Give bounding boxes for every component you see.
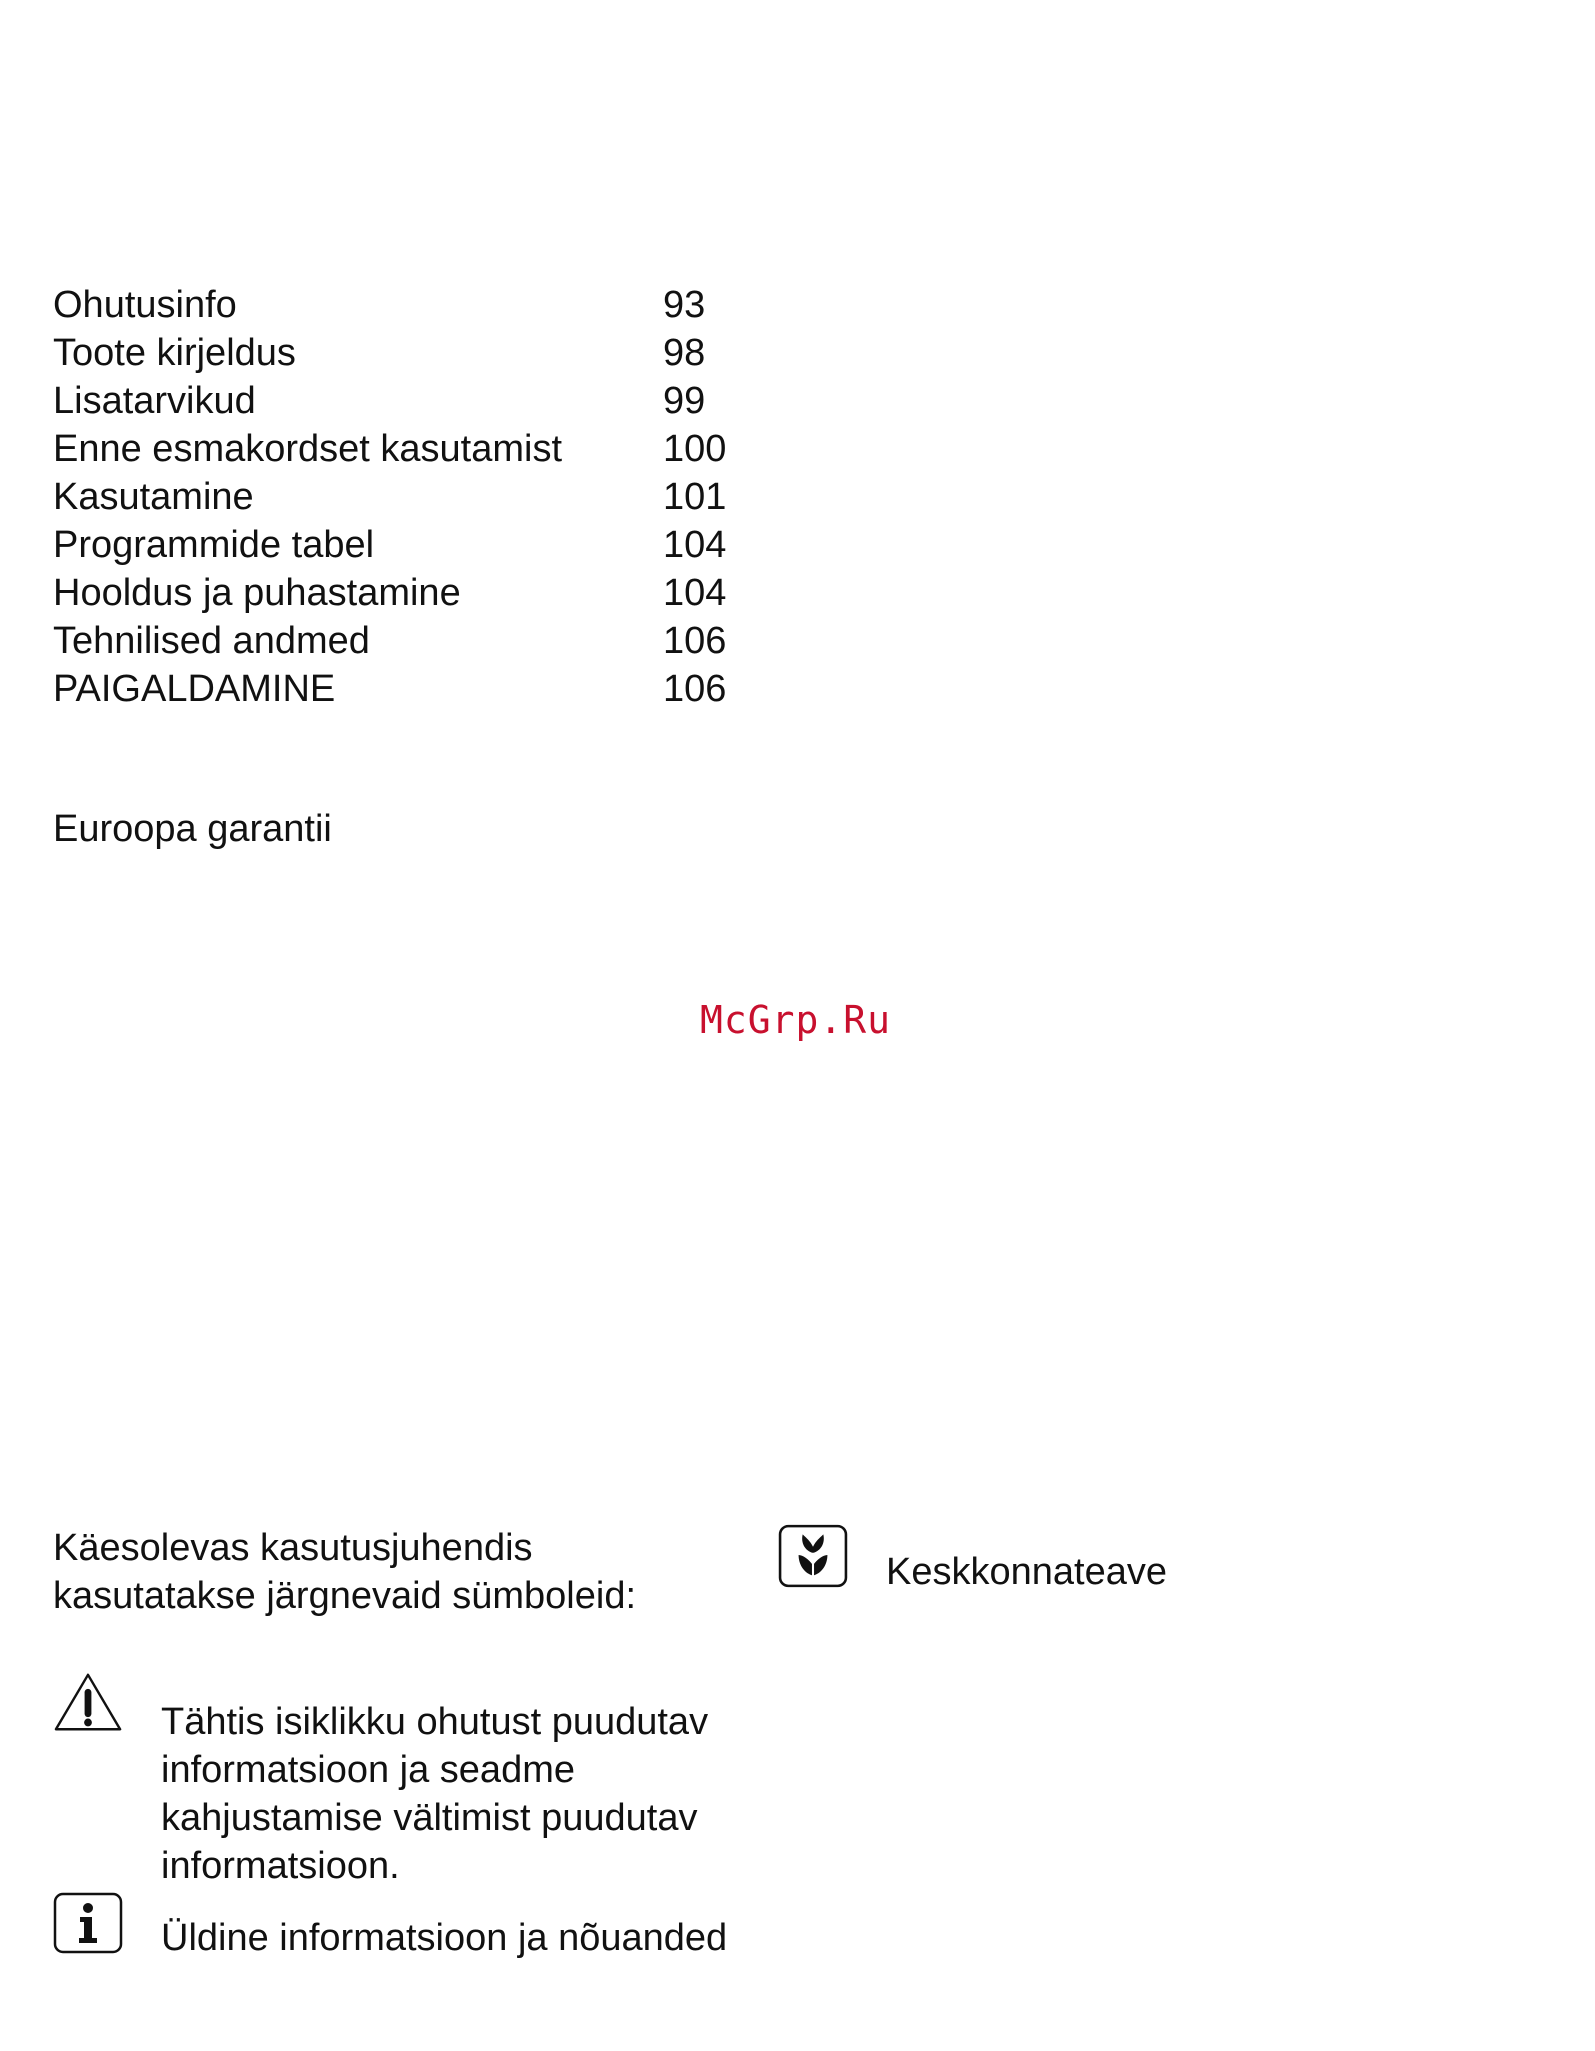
- toc-entry-page: 98: [663, 332, 706, 374]
- warning-description: Tähtis isiklikku ohutust puudutav informatsioon ja seadme kahjustamise vältimist puudutav informatsioon.: [161, 1701, 709, 1887]
- toc-entry-page: 106: [663, 620, 727, 662]
- warning-symbol-block: [53, 1668, 709, 1887]
- environment-symbol-block: [778, 1521, 1167, 1593]
- toc-entry-page: 100: [663, 428, 727, 470]
- toc-entry[interactable]: [53, 569, 753, 617]
- toc-entry-page: 106: [663, 668, 727, 710]
- toc-entry-title: Enne esmakordset kasutamist: [53, 428, 563, 470]
- watermark: McGrp.Ru: [700, 998, 892, 1042]
- toc-entry-title: PAIGALDAMINE: [53, 668, 336, 710]
- toc-entry-page: 99: [663, 380, 706, 422]
- toc-entry[interactable]: [53, 473, 753, 521]
- toc-entry[interactable]: [53, 281, 753, 329]
- toc-entry-title: Lisatarvikud: [53, 380, 256, 422]
- toc-entry-title: Hooldus ja puhastamine: [53, 572, 461, 614]
- toc-entry[interactable]: [53, 377, 753, 425]
- toc-entry-page: 104: [663, 572, 727, 614]
- toc-entry-title: Toote kirjeldus: [53, 332, 296, 374]
- toc-entry-title: Kasutamine: [53, 476, 254, 518]
- toc-entry[interactable]: [53, 521, 753, 569]
- toc-entry[interactable]: [53, 329, 753, 377]
- toc-entry-page: 93: [663, 284, 706, 326]
- table-of-contents: [53, 281, 753, 713]
- environment-description: Keskkonnateave: [886, 1551, 1167, 1593]
- toc-guarantee[interactable]: Euroopa garantii: [53, 808, 332, 850]
- info-symbol-block: [53, 1888, 728, 1959]
- info-description: Üldine informatsioon ja nõuanded: [161, 1917, 728, 1959]
- info-icon: [53, 1888, 123, 1958]
- symbols-intro: Käesolevas kasutusjuhendis kasutatakse järgnevaid sümboleid:: [53, 1527, 637, 1617]
- toc-entry[interactable]: [53, 425, 753, 473]
- toc-entry-title: Tehnilised andmed: [53, 620, 370, 662]
- toc-entry-title: Programmide tabel: [53, 524, 375, 566]
- toc-entry[interactable]: [53, 617, 753, 665]
- toc-entry-page: 104: [663, 524, 727, 566]
- toc-entry-title: Ohutusinfo: [53, 284, 237, 326]
- environment-flower-icon: [778, 1521, 848, 1591]
- warning-triangle-icon: [53, 1668, 123, 1738]
- toc-entry[interactable]: [53, 665, 753, 713]
- toc-entry-page: 101: [663, 476, 727, 518]
